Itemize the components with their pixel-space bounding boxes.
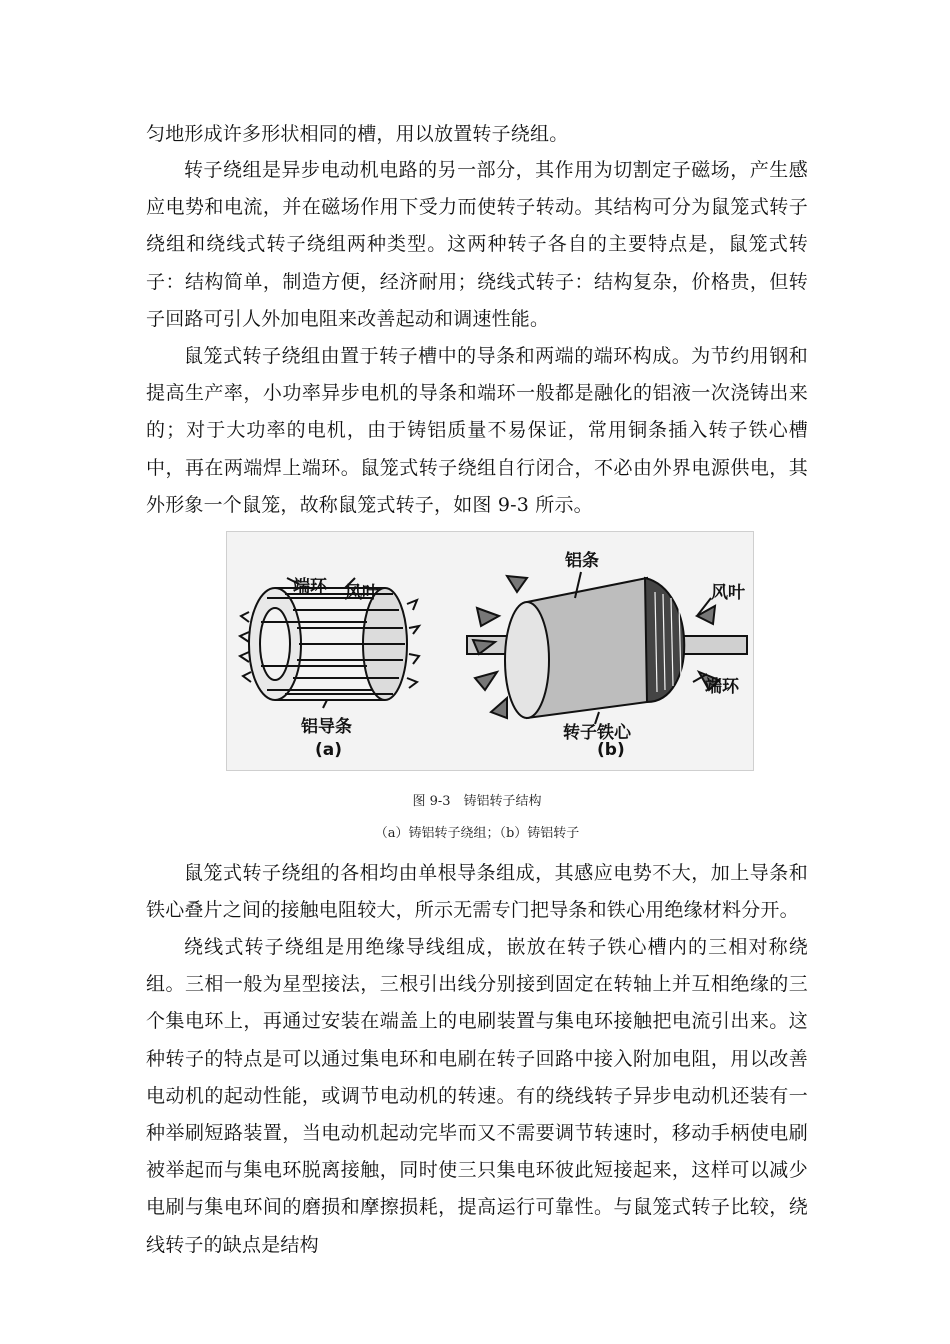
squirrel-cage-drawing: [240, 578, 419, 708]
cast-rotor-drawing: [467, 572, 747, 724]
label-aluminum-bar-a: 铝导条: [301, 717, 352, 737]
label-end-ring-a: 端环: [293, 577, 327, 597]
sub-label-b: (b): [597, 740, 625, 760]
label-end-ring-b: 端环: [705, 677, 739, 697]
paragraph-cage-phases: 鼠笼式转子绕组的各相均由单根导条组成，其感应电势不大，加上导条和铁心叠片之间的接触电阻较大，所示无需专门把导条和铁心用绝缘材料分开。: [146, 862, 808, 922]
figure-cast-aluminum-rotor: [226, 531, 754, 771]
sub-label-a: (a): [315, 740, 343, 760]
figure-caption-sub: （a）铸铝转子绕组；（b）铸铝转子: [374, 826, 580, 841]
figure-caption-title: 图 9-3 铸铝转子结构: [412, 794, 542, 809]
paragraph-rotor-winding: 转子绕组是异步电动机电路的另一部分，其作用为切割定子磁场，产生感应电势和电流，并在磁场作用下受力而使转子转动。其结构可分为鼠笼式转子绕组和绕线式转子绕组两种类型。这两种转子各自的主要特点是，鼠笼式转子：结构简单，制造方便，经济耐用；绕线式转子：结构复杂，价格贵，但转子回路可引人外加电阻来改善起动和调速性能。: [146, 159, 808, 330]
paragraph-squirrel-cage: 鼠笼式转子绕组由置于转子槽中的导条和两端的端环构成。为节约用钢和提高生产率，小功率异步电机的导条和端环一般都是融化的铝液一次浇铸出来的；对于大功率的电机，由于铸铝质量不易保证，常用铜条插入转子铁心槽中，再在两端焊上端环。鼠笼式转子绕组自行闭合，不必由外界电源供电，其外形象一个鼠笼，故称鼠笼式转子，如图 9-3 所示。: [146, 345, 808, 516]
paragraph-wound-rotor: 绕线式转子绕组是用绝缘导线组成，嵌放在转子铁心槽内的三相对称绕组。三相一般为星型接法，三根引出线分别接到固定在转轴上并互相绝缘的三个集电环上，再通过安装在端盖上的电刷装置与集电环接触把电流引出来。这种转子的特点是可以通过集电环和电刷在转子回路中接入附加电阻，用以改善电动机的起动性能，或调节电动机的转速。有的绕线转子异步电动机还装有一种举刷短路装置，当电动机起动完毕而又不需要调节转速时，移动手柄使电刷被举起而与集电环脱离接触，同时使三只集电环彼此短接起来，这样可以减少电刷与集电环间的磨损和摩擦损耗，提高运行可靠性。与鼠笼式转子比较，绕线转子的缺点是结构: [146, 936, 808, 1256]
label-aluminum-bar-b: 铝条: [565, 551, 599, 571]
paragraph-continuation: 匀地形成许多形状相同的槽，用以放置转子绕组。: [146, 123, 569, 145]
label-fan-blade-b: 风叶: [711, 583, 745, 603]
label-rotor-core-b: 转子铁心: [563, 723, 631, 743]
label-fan-blade-a: 风叶: [345, 583, 379, 603]
